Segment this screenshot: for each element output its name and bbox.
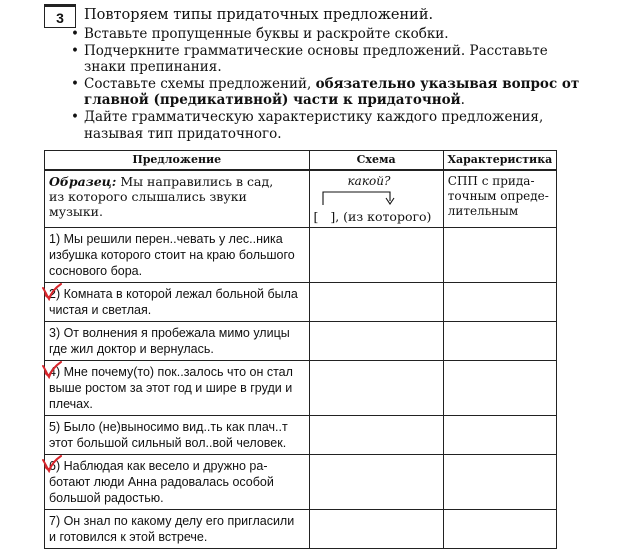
sentence-cell [45, 510, 310, 549]
header-characteristic: Характеристика [443, 151, 556, 171]
instruction-item: • Подчеркните грамматические основы предложений. Расставьте знаки препинания. [68, 43, 588, 76]
sentence-text: 5) Было (не)выносимо вид..ть как плач..т этот большой сильный вол..вой человек. [49, 420, 288, 450]
instruction-item: • Дайте грамматическую характеристику каждого предложения, называя тип придаточного. [68, 109, 588, 142]
sentence-cell [45, 455, 310, 510]
red-check-mark-icon [41, 283, 63, 301]
characteristic-cell-empty[interactable] [443, 283, 556, 322]
characteristic-cell-empty[interactable] [443, 510, 556, 549]
table-row [45, 322, 557, 361]
table-row [45, 510, 557, 549]
table-row [45, 455, 557, 510]
sentence-text: 6) Наблюдая как весело и дружно ра-ботают люди Анна радовалась особой большой радостью. [49, 459, 274, 505]
scheme-cell-empty[interactable] [309, 361, 443, 416]
characteristic-cell-empty[interactable] [443, 228, 556, 283]
sentence-cell [45, 416, 310, 455]
sentence-cell [45, 228, 310, 283]
sentence-text: 2) Комната в которой лежал больной была чистая и светлая. [49, 287, 298, 317]
task-title: Повторяем типы придаточных предложений. [84, 7, 434, 23]
scheme-cell-empty[interactable] [309, 455, 443, 510]
table-row [45, 283, 557, 322]
sentence-cell [45, 361, 310, 416]
table-row [45, 361, 557, 416]
example-row [45, 170, 557, 228]
header-sentence: Предложение [45, 151, 310, 171]
characteristic-cell-empty[interactable] [443, 361, 556, 416]
table-row [45, 228, 557, 283]
scheme-question: какой? [347, 174, 391, 188]
header-scheme: Схема [309, 151, 443, 171]
instructions-list [68, 26, 588, 142]
characteristic-cell-empty[interactable] [443, 322, 556, 361]
scheme-cell-empty[interactable] [309, 416, 443, 455]
scheme-cell-empty[interactable] [309, 322, 443, 361]
red-check-mark-icon [41, 455, 63, 473]
example-characteristic-cell: СПП с прида- точным опреде- лительным [443, 170, 556, 228]
scheme-formula: [ ], (из которого) [313, 209, 432, 224]
task-number: 3 [44, 4, 76, 28]
table-row [45, 416, 557, 455]
characteristic-cell-empty[interactable] [443, 416, 556, 455]
sentence-text: 3) От волнения я пробежала мимо улицы где жил доктор и вернулась. [49, 326, 290, 356]
characteristic-cell-empty[interactable] [443, 455, 556, 510]
sentence-text: 4) Мне почему(то) пок..залось что он стал выше ростом за этот год и шире в груди и плечах. [49, 365, 293, 411]
example-sentence-cell: Образец: Мы направились в сад, из которого слышались звуки музыки. [45, 170, 310, 228]
table-header-row [45, 151, 557, 171]
example-label: Образец: [49, 174, 117, 189]
red-check-mark-icon [41, 361, 63, 379]
sentence-text: 1) Мы решили перен..чевать у лес..ника избушка которого стоит на краю большого соснового бора. [49, 232, 295, 278]
sentence-cell [45, 322, 310, 361]
exercise-table [44, 150, 557, 549]
sentence-cell [45, 283, 310, 322]
instruction-item: • Вставьте пропущенные буквы и раскройте скобки. [68, 26, 588, 43]
scheme-cell-empty[interactable] [309, 510, 443, 549]
sentence-text: 7) Он знал по какому делу его пригласили и готовился к этой встрече. [49, 514, 295, 544]
example-scheme-cell [309, 170, 443, 228]
instruction-item: • Составьте схемы предложений, обязательно указывая вопрос от главной (предикативной) части к придаточной. [68, 76, 588, 109]
scheme-cell-empty[interactable] [309, 228, 443, 283]
scheme-arrow-icon [310, 171, 444, 211]
scheme-cell-empty[interactable] [309, 283, 443, 322]
